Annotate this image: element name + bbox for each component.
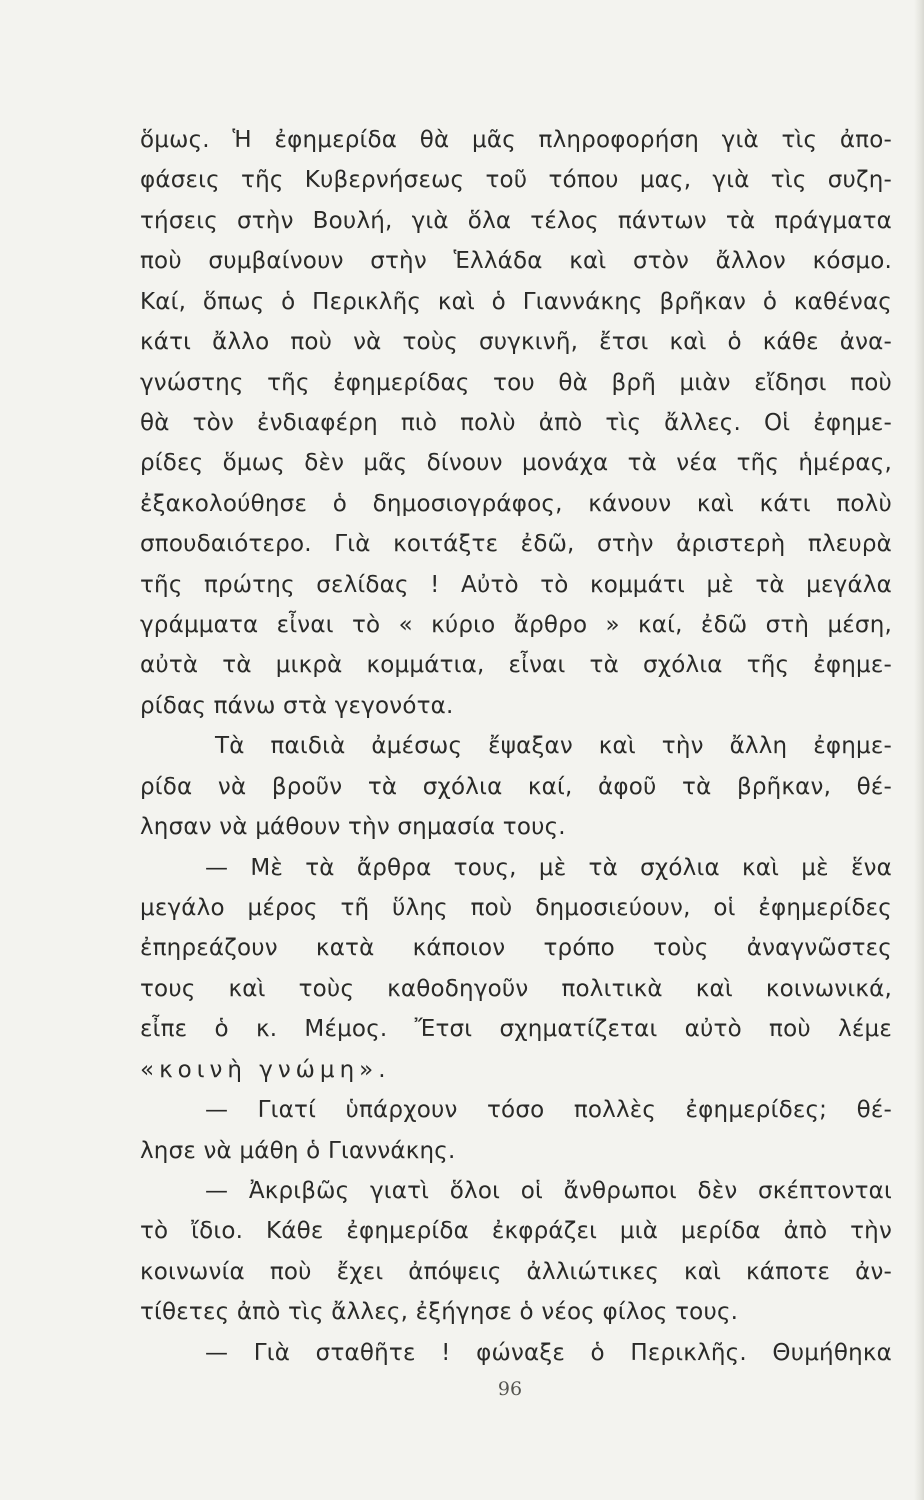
text-line: τίθετες ἀπὸ τὶς ἄλλες, ἐξήγησε ὁ νέος φίλος τους.: [140, 1299, 739, 1326]
text-line: εἶπε ὁ κ. Μέμος. Ἔτσι σχηματίζεται αὐτὸ ποὺ λέμε: [140, 1016, 892, 1043]
text-line: φάσεις τῆς Κυβερνήσεως τοῦ τόπου μας, γιὰ τὶς συζη-: [140, 167, 892, 194]
text-line: τήσεις στὴν Βουλή, γιὰ ὅλα τέλος πάντων τὰ πράγματα: [140, 207, 892, 234]
text-line: ποὺ συμβαίνουν στὴν Ἑλλάδα καὶ στὸν ἄλλον κόσμο.: [140, 248, 892, 275]
text-line: ρίδας πάνω στὰ γεγονότα.: [140, 692, 454, 719]
text-line: — Μὲ τὰ ἄρθρα τους, μὲ τὰ σχόλια καὶ μὲ ἕνα: [205, 854, 892, 881]
text-line: κάτι ἄλλο ποὺ νὰ τοὺς συγκινῆ, ἔτσι καὶ ὁ κάθε ἀνα-: [140, 329, 892, 356]
text-line: «κοινὴ γνώμη».: [140, 1056, 391, 1083]
text-line: λησαν νὰ μάθουν τὴν σημασία τους.: [140, 814, 566, 841]
text-line: — Γιατί ὑπάρχουν τόσο πολλὲς ἐφημερίδες; θέ-: [205, 1097, 892, 1124]
text-line: — Ἀκριβῶς γιατὶ ὅλοι οἱ ἄνθρωποι δὲν σκέπτονται: [205, 1177, 892, 1204]
text-line: γνώστης τῆς ἐφημερίδας του θὰ βρῆ μιὰν εἴδησι ποὺ: [140, 369, 892, 396]
page-edge: [914, 0, 924, 1500]
text-line: θὰ τὸν ἐνδιαφέρη πιὸ πολὺ ἀπὸ τὶς ἄλλες. Οἱ ἐφημε-: [140, 409, 892, 436]
text-line: — Γιὰ σταθῆτε ! φώναξε ὁ Περικλῆς. Θυμήθηκα: [205, 1339, 892, 1366]
text-line: ρίδες ὅμως δὲν μᾶς δίνουν μονάχα τὰ νέα τῆς ἡμέρας,: [140, 450, 892, 477]
text-line: ἐξακολούθησε ὁ δημοσιογράφος, κάνουν καὶ κάτι πολὺ: [140, 490, 892, 517]
text-line: τὸ ἴδιο. Κάθε ἐφημερίδα ἐκφράζει μιὰ μερίδα ἀπὸ τὴν: [140, 1218, 892, 1245]
text-line: γράμματα εἶναι τὸ « κύριο ἄρθρο » καί, ἐδῶ στὴ μέση,: [140, 612, 892, 639]
text-line: λησε νὰ μάθη ὁ Γιαννάκης.: [140, 1137, 456, 1164]
text-line: Καί, ὅπως ὁ Περικλῆς καὶ ὁ Γιαννάκης βρῆκαν ὁ καθένας: [140, 288, 892, 315]
text-line: ρίδα νὰ βροῦν τὰ σχόλια καί, ἀφοῦ τὰ βρῆκαν, θέ-: [140, 773, 892, 800]
text-line: αὐτὰ τὰ μικρὰ κομμάτια, εἶναι τὰ σχόλια τῆς ἐφημε-: [140, 652, 892, 679]
text-line: μεγάλο μέρος τῆ ὕλης ποὺ δημοσιεύουν, οἱ ἐφημερίδες: [140, 895, 892, 922]
text-line: τῆς πρώτης σελίδας ! Αὐτὸ τὸ κομμάτι μὲ τὰ μεγάλα: [140, 571, 892, 598]
text-line: σπουδαιότερο. Γιὰ κοιτάξτε ἐδῶ, στὴν ἀριστερὴ πλευρὰ: [140, 531, 892, 558]
text-line: ὅμως. Ἡ ἐφημερίδα θὰ μᾶς πληροφορήση γιὰ τὶς ἀπο-: [140, 127, 892, 153]
body-text: [140, 120, 892, 1373]
text-line: τους καὶ τοὺς καθοδηγοῦν πολιτικὰ καὶ κοινωνικά,: [140, 975, 892, 1002]
page-number: 96: [497, 1378, 523, 1400]
text-line: κοινωνία ποὺ ἔχει ἀπόψεις ἀλλιώτικες καὶ κάποτε ἀν-: [140, 1258, 892, 1285]
text-line: Τὰ παιδιὰ ἀμέσως ἔψαξαν καὶ τὴν ἄλλη ἐφημε-: [215, 733, 892, 760]
text-line: ἐπηρεάζουν κατὰ κάποιον τρόπο τοὺς ἀναγνῶστες: [140, 935, 892, 962]
